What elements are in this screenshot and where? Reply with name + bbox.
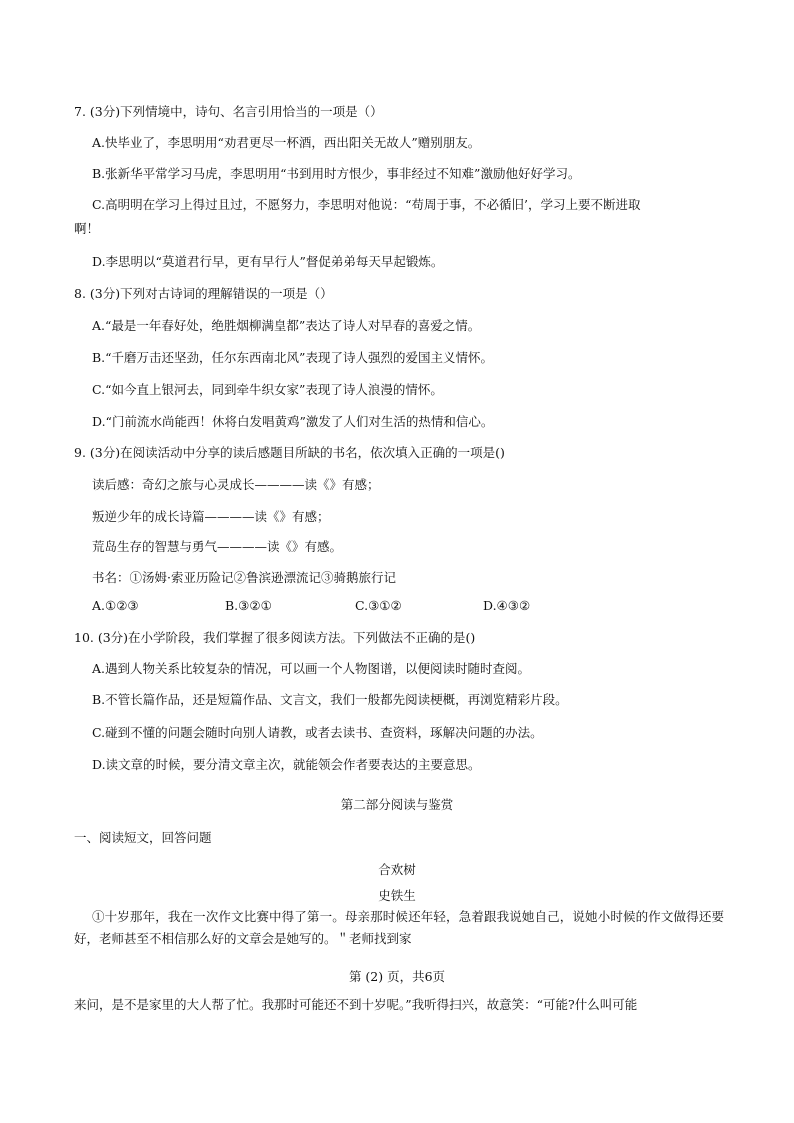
- page-footer: 第 (2) 页，共6页: [348, 969, 446, 984]
- question-9-line-1: 读后感：奇幻之旅与心灵成长————读《》有感；: [92, 477, 380, 492]
- question-7-option-c-continued: 啊！: [74, 221, 100, 236]
- question-9-choice-b: B.③②①: [225, 598, 272, 613]
- question-10-option-a: A.遇到人物关系比较复杂的情况，可以画一个人物图谱，以便阅读时随时查阅。: [92, 661, 531, 676]
- question-8-option-b: B.“千磨万击还坚劲，任尔东西南北风”表现了诗人强烈的爱国主义情怀。: [92, 350, 493, 365]
- question-10-option-d: D.读文章的时候，要分清文章主次，就能领会作者要表达的主要意思。: [92, 757, 481, 772]
- article-title: 合欢树: [378, 862, 416, 877]
- question-8-option-a: A.“最是一年春好处，绝胜烟柳满皇都”表达了诗人对早春的喜爱之情。: [92, 318, 481, 333]
- question-7-option-a: A.快毕业了，李思明用“劝君更尽一杯酒，西出阳关无故人”赠别朋友。: [92, 135, 481, 150]
- question-8-option-d: D.“门前流水尚能西！休将白发唱黄鸡”激发了人们对生活的热情和信心。: [92, 414, 494, 429]
- question-9-choice-a: A.①②③: [92, 598, 139, 613]
- article-author: 史铁生: [378, 888, 416, 903]
- question-7-option-d: D.李思明以“莫道君行早，更有早行人”督促弟弟每天早起锻炼。: [92, 254, 444, 269]
- question-9-stem: 9. (3分)在阅读活动中分享的读后感题目所缺的书名，依次填入正确的一项是(): [74, 445, 505, 460]
- question-7-stem: 7. (3分)下列情境中，诗句、名言引用恰当的一项是（）: [74, 104, 383, 119]
- question-9-choice-d: D.④③②: [483, 598, 531, 613]
- question-8-option-c: C.“如今直上银河去，同到牵牛织女家”表现了诗人浪漫的情怀。: [92, 382, 443, 397]
- question-7-option-b: B.张新华平常学习马虎，李思明用“书到用时方恨少，事非经过不知难”激励他好好学习。: [92, 166, 581, 181]
- question-10-stem: 10. (3分)在小学阶段，我们掌握了很多阅读方法。下列做法不正确的是(): [74, 630, 476, 645]
- question-10-option-b: B.不管长篇作品，还是短篇作品、文言文，我们一般都先阅读梗概，再浏览精彩片段。: [92, 692, 568, 707]
- section-heading: 一、阅读短文，回答问题: [74, 830, 212, 845]
- question-9-choice-c: C.③①②: [355, 598, 402, 613]
- article-paragraph-1: ①十岁那年，我在一次作文比赛中得了第一。母亲那时候还年轻，急着跟我说她自己，说她小时候的作文做得还要好，老师甚至不相信那么好的文章会是她写的。＂老师找到家: [74, 909, 724, 946]
- question-9-line-2: 叛逆少年的成长诗篇————读《》有感；: [92, 509, 330, 524]
- question-7-option-c: C.高明明在学习上得过且过，不愿努力，李思明对他说：“苟周于事，不必循旧’，学习上要不断进取: [92, 197, 641, 212]
- question-9-line-3: 荒岛生存的智慧与勇气————读《》有感。: [92, 539, 343, 554]
- question-9-book-list: 书名：①汤姆·索亚历险记②鲁滨逊漂流记③骑鹅旅行记: [92, 570, 396, 585]
- article-paragraph-1-continued: 来问，是不是家里的大人帮了忙。我那时可能还不到十岁呢。”我听得扫兴，故意笑：“可能?什么叫可能: [74, 997, 638, 1012]
- question-10-option-c: C.碰到不懂的问题会随时向别人请教，或者去读书、查资料，琢解决问题的办法。: [92, 725, 543, 740]
- part-2-title: 第二部分阅读与鉴赏: [340, 797, 454, 812]
- question-8-stem: 8. (3分)下列对古诗词的理解错误的一项是（）: [74, 286, 333, 301]
